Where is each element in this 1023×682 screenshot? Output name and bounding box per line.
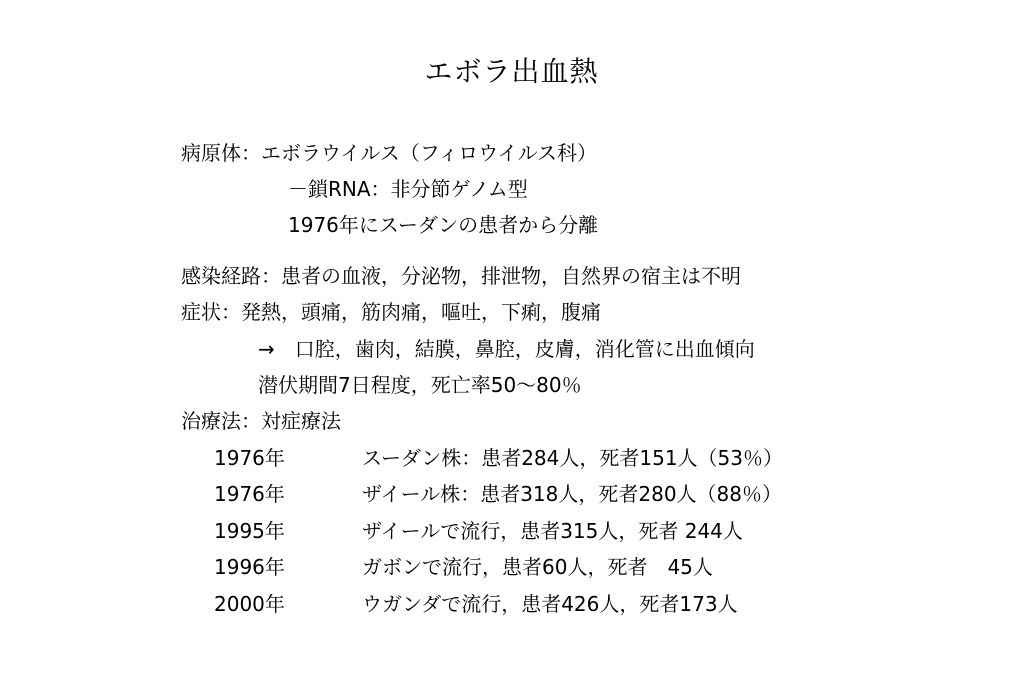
outbreak-desc: ザイールで流行，患者315人，死者 244人 xyxy=(362,519,743,543)
pathogen-isolation-line: 1976年にスーダンの患者から分離 xyxy=(288,213,599,237)
outbreak-year: 1995年 xyxy=(214,519,285,543)
symptoms-incubation-line: 潜伏期間7日程度，死亡率50～80％ xyxy=(258,373,582,397)
outbreak-year: 1976年 xyxy=(214,446,285,470)
pathogen-line: 病原体：エボラウイルス（フィロウイルス科） xyxy=(181,141,597,165)
symptoms-bleeding-line: → 口腔，歯肉，結膜，鼻腔，皮膚，消化管に出血傾向 xyxy=(258,337,755,361)
outbreak-desc: ウガンダで流行，患者426人，死者173人 xyxy=(362,592,738,616)
outbreak-desc: ザイール株：患者318人，死者280人（88％） xyxy=(362,482,782,506)
outbreak-year: 1996年 xyxy=(214,555,285,579)
outbreak-year: 1976年 xyxy=(214,482,285,506)
treatment-line: 治療法：対症療法 xyxy=(181,409,341,433)
transmission-line: 感染経路：患者の血液，分泌物，排泄物，自然界の宿主は不明 xyxy=(181,264,741,288)
symptoms-line: 症状：発熱，頭痛，筋肉痛，嘔吐，下痢，腹痛 xyxy=(181,300,601,324)
outbreak-desc: ガボンで流行，患者60人，死者 45人 xyxy=(362,555,713,579)
slide-title: エボラ出血熱 xyxy=(424,55,599,88)
outbreak-year: 2000年 xyxy=(214,592,285,616)
outbreak-desc: スーダン株：患者284人，死者151人（53％） xyxy=(362,446,783,470)
pathogen-genome-line: －鎖RNA：非分節ゲノム型 xyxy=(288,177,528,201)
